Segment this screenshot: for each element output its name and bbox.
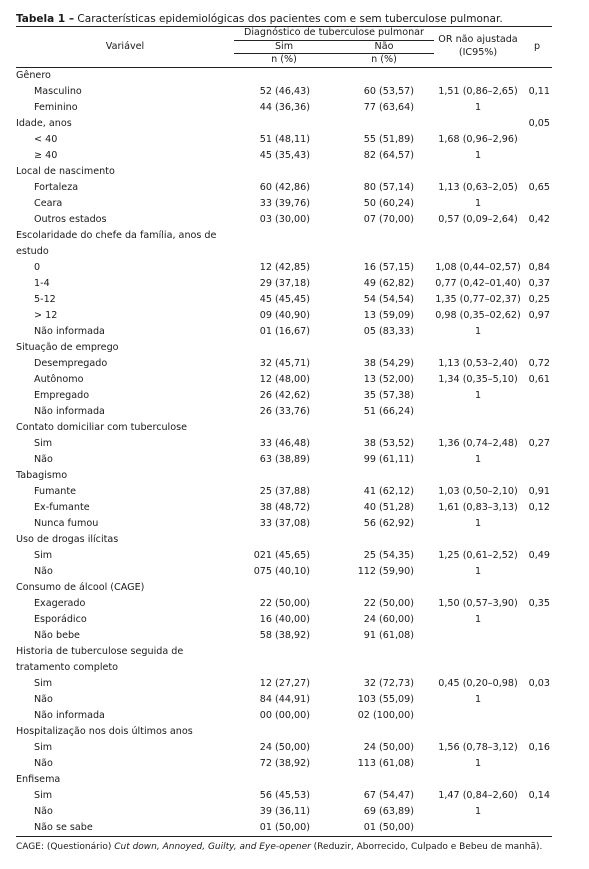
- table-row: [16, 676, 552, 692]
- cell-nao: 99 (61,11): [363, 453, 414, 465]
- cell-nao: 55 (51,89): [363, 133, 414, 145]
- cell-sim: 12 (48,00): [259, 373, 310, 385]
- cell-sim: 01 (50,00): [234, 820, 334, 837]
- group-header-row: [16, 164, 552, 180]
- empty-cell: [434, 67, 522, 84]
- cell-p: [522, 756, 552, 772]
- cell-or: 1,36 (0,74–2,48): [438, 437, 518, 449]
- group-label: Hospitalização nos dois últimos anos: [16, 725, 193, 737]
- cell-or: 1: [474, 453, 482, 465]
- cell-sim: 01 (16,67): [259, 325, 310, 337]
- cell-sim: 51 (48,11): [259, 133, 310, 145]
- group-label: Enfisema: [16, 773, 61, 785]
- cell-sim: 29 (37,18): [259, 277, 310, 289]
- cell-p: 0,03: [528, 677, 550, 689]
- cell-nao: 113 (61,08): [357, 757, 414, 769]
- cell-sim: 24 (50,00): [259, 741, 310, 753]
- header-no: Não: [374, 40, 394, 52]
- cell-or: 1: [474, 565, 482, 577]
- table-row: [16, 84, 552, 100]
- cell-sim: 33 (37,08): [259, 517, 310, 529]
- cell-nao: 07 (70,00): [363, 213, 414, 225]
- cell-p: [522, 228, 552, 260]
- empty-cell: [334, 340, 434, 356]
- table-row: [16, 692, 552, 708]
- cell-nao: 13 (52,00): [363, 373, 414, 385]
- row-label: Não se sabe: [16, 820, 234, 837]
- group-label: Gênero: [16, 69, 51, 81]
- table-row: [16, 132, 552, 148]
- empty-cell: [434, 164, 522, 180]
- row-label: Não: [34, 757, 53, 769]
- table-container: [16, 12, 552, 853]
- cell-sim: 45 (35,43): [259, 149, 310, 161]
- empty-cell: [334, 772, 434, 788]
- cell-sim: 00 (00,00): [259, 709, 310, 721]
- table-caption: [16, 12, 552, 26]
- footnote-suffix: (Reduzir, Aborrecido, Culpado e Bebeu de manhã).: [310, 841, 543, 852]
- empty-cell: [234, 67, 334, 84]
- group-header-row: [16, 420, 552, 436]
- cell-or: 1: [474, 389, 482, 401]
- cell-sim: 45 (45,45): [259, 293, 310, 305]
- table-row: [16, 740, 552, 756]
- row-label: Desempregado: [34, 357, 108, 369]
- row-label: Sim: [34, 789, 53, 801]
- row-label: Fumante: [34, 485, 77, 497]
- row-label: Não: [34, 453, 53, 465]
- cell-p: [522, 516, 552, 532]
- table-row: [16, 628, 552, 644]
- cell-p: 0,14: [528, 789, 550, 801]
- cell-nao: 69 (63,89): [363, 805, 414, 817]
- cell-sim: 021 (45,65): [253, 549, 310, 561]
- table-row: [16, 436, 552, 452]
- empty-cell: [334, 164, 434, 180]
- cell-sim: 26 (42,62): [259, 389, 310, 401]
- row-label: Não bebe: [34, 629, 80, 641]
- cell-nao: 60 (53,57): [363, 85, 414, 97]
- empty-cell: [234, 116, 334, 132]
- empty-cell: [234, 580, 334, 596]
- cell-p: [522, 580, 552, 596]
- table-row: [16, 500, 552, 516]
- cell-p: [522, 820, 552, 837]
- cell-p: [522, 404, 552, 420]
- cell-or: 1,25 (0,61–2,52): [438, 549, 518, 561]
- cell-nao: 51 (66,24): [363, 405, 414, 417]
- cell-sim: 38 (48,72): [259, 501, 310, 513]
- group-label: Historia de tuberculose seguida de tratamento completo: [16, 645, 184, 673]
- row-label: Sim: [34, 741, 53, 753]
- empty-cell: [434, 772, 522, 788]
- group-header-row: [16, 116, 552, 132]
- cell-nao: 77 (63,64): [363, 101, 414, 113]
- header-yes: Sim: [274, 40, 294, 52]
- row-label: Empregado: [34, 389, 90, 401]
- row-label: Outros estados: [34, 213, 107, 225]
- row-label: Exagerado: [34, 597, 86, 609]
- cell-nao: 82 (64,57): [363, 149, 414, 161]
- empty-cell: [334, 420, 434, 436]
- cell-p: [522, 132, 552, 148]
- group-label: Situação de emprego: [16, 341, 119, 353]
- cell-sim: 72 (38,92): [259, 757, 310, 769]
- cell-p: 0,25: [528, 293, 550, 305]
- row-label: Ceara: [34, 197, 63, 209]
- header-or-line2: (IC95%): [458, 46, 498, 58]
- group-header-row: [16, 580, 552, 596]
- cell-p: 0,12: [528, 501, 550, 513]
- row-label: Sim: [34, 549, 53, 561]
- row-label: Não informada: [34, 325, 105, 337]
- group-label: Uso de drogas ilícitas: [16, 533, 119, 545]
- group-header-row: [16, 468, 552, 484]
- cell-sim: 39 (36,11): [259, 805, 310, 817]
- empty-cell: [234, 164, 334, 180]
- cell-p: 0,16: [528, 741, 550, 753]
- group-header-row: [16, 772, 552, 788]
- table-row: [16, 788, 552, 804]
- cell-nao: 50 (60,24): [363, 197, 414, 209]
- row-label: Não: [34, 565, 53, 577]
- cell-sim: 22 (50,00): [259, 597, 310, 609]
- cell-p: 0,97: [528, 309, 550, 321]
- cell-nao: 103 (55,09): [357, 693, 414, 705]
- cell-nao: 32 (72,73): [363, 677, 414, 689]
- cell-p: [522, 340, 552, 356]
- cell-nao: 01 (50,00): [334, 820, 434, 837]
- cell-or: 1,47 (0,84–2,60): [438, 789, 518, 801]
- empty-cell: [234, 468, 334, 484]
- group-header-row: [16, 340, 552, 356]
- empty-cell: [434, 340, 522, 356]
- group-header-row: [16, 532, 552, 548]
- cell-p: [522, 612, 552, 628]
- header-or-line1: OR não ajustada: [438, 34, 518, 46]
- cell-sim: 33 (46,48): [259, 437, 310, 449]
- header-n-pct-yes: n (%): [234, 54, 334, 68]
- cell-or: 1,51 (0,86–2,65): [438, 85, 518, 97]
- cell-p: 0,27: [528, 437, 550, 449]
- cell-or: 1,61 (0,83–3,13): [438, 501, 518, 513]
- cell-sim: 63 (38,89): [259, 453, 310, 465]
- empty-cell: [434, 468, 522, 484]
- cell-nao: 13 (59,09): [363, 309, 414, 321]
- row-label: 1-4: [34, 277, 50, 289]
- cell-p: 0,05: [528, 117, 550, 129]
- cell-nao: 24 (60,00): [363, 613, 414, 625]
- empty-cell: [234, 772, 334, 788]
- cell-sim: 075 (40,10): [253, 565, 310, 577]
- group-header-row: [16, 67, 552, 84]
- cell-or: 1,35 (0,77–02,37): [435, 293, 521, 305]
- cell-sim: 12 (27,27): [259, 677, 310, 689]
- table-row: [16, 196, 552, 212]
- row-label: Não informada: [34, 405, 105, 417]
- cell-p: [522, 148, 552, 164]
- header-p: p: [522, 27, 552, 68]
- footnote-italic: Cut down, Annoyed, Guilty, and Eye-opener: [114, 841, 311, 852]
- cell-or: [434, 820, 522, 837]
- empty-cell: [234, 532, 334, 548]
- table-row: [16, 612, 552, 628]
- group-header-row: [16, 644, 552, 676]
- table-row: [16, 148, 552, 164]
- empty-cell: [434, 420, 522, 436]
- group-header-row: [16, 724, 552, 740]
- table-row: [16, 820, 552, 837]
- cell-p: 0,72: [528, 357, 550, 369]
- cell-nao: 16 (57,15): [363, 261, 414, 273]
- cell-nao: 112 (59,90): [357, 565, 414, 577]
- cell-or: [434, 708, 522, 724]
- cell-p: [522, 692, 552, 708]
- cell-or: 1: [474, 197, 482, 209]
- cell-p: [522, 708, 552, 724]
- cell-sim: 44 (36,36): [259, 101, 310, 113]
- table-row: [16, 372, 552, 388]
- cell-sim: 03 (30,00): [259, 213, 310, 225]
- row-label: Autônomo: [34, 373, 84, 385]
- cell-sim: 84 (44,91): [259, 693, 310, 705]
- cell-or: 1: [474, 757, 482, 769]
- cell-p: [522, 388, 552, 404]
- table-row: [16, 180, 552, 196]
- cell-nao: 56 (62,92): [363, 517, 414, 529]
- empty-cell: [434, 228, 522, 260]
- cell-or: 1: [474, 805, 482, 817]
- cell-sim: 12 (42,85): [259, 261, 310, 273]
- cell-nao: 41 (62,12): [363, 485, 414, 497]
- caption-text: Características epidemiológicas dos pacientes com e sem tuberculose pulmonar.: [74, 13, 503, 25]
- cell-or: 1: [474, 693, 482, 705]
- cell-sim: 52 (46,43): [259, 85, 310, 97]
- cell-sim: 60 (42,86): [259, 181, 310, 193]
- cell-sim: 25 (37,88): [259, 485, 310, 497]
- table-row: [16, 756, 552, 772]
- empty-cell: [234, 340, 334, 356]
- empty-cell: [234, 724, 334, 740]
- cell-or: 1,68 (0,96–2,96): [438, 133, 518, 145]
- table-row: [16, 564, 552, 580]
- table-row: [16, 292, 552, 308]
- cell-p: 0,35: [528, 597, 550, 609]
- header-or: [434, 27, 522, 68]
- group-label: Local de nascimento: [16, 165, 115, 177]
- cell-p: [522, 67, 552, 84]
- group-label: Contato domiciliar com tuberculose: [16, 421, 187, 433]
- cell-nao: 40 (51,28): [363, 501, 414, 513]
- cell-nao: 25 (54,35): [363, 549, 414, 561]
- cell-sim: 33 (39,76): [259, 197, 310, 209]
- empty-cell: [334, 644, 434, 676]
- empty-cell: [334, 468, 434, 484]
- empty-cell: [334, 116, 434, 132]
- cell-or: 0,98 (0,35–02,62): [435, 309, 521, 321]
- cell-or: 1,13 (0,63–2,05): [438, 181, 518, 193]
- row-label: Ex-fumante: [34, 501, 90, 513]
- table-row: [16, 484, 552, 500]
- row-label: 0: [34, 261, 41, 273]
- cell-nao: 22 (50,00): [363, 597, 414, 609]
- table-row: [16, 356, 552, 372]
- cell-or: [434, 628, 522, 644]
- cell-p: [522, 532, 552, 548]
- cell-or: 0,77 (0,42–01,40): [435, 277, 521, 289]
- row-label: Feminino: [34, 101, 78, 113]
- cell-p: [522, 804, 552, 820]
- empty-cell: [334, 67, 434, 84]
- cell-p: 0,61: [528, 373, 550, 385]
- table-row: [16, 212, 552, 228]
- cell-sim: 56 (45,53): [259, 789, 310, 801]
- row-label: 5-12: [34, 293, 56, 305]
- cell-p: [522, 196, 552, 212]
- cell-p: [522, 100, 552, 116]
- cell-nao: 49 (62,82): [363, 277, 414, 289]
- header-variable: Variável: [16, 27, 234, 68]
- cell-sim: 32 (45,71): [259, 357, 310, 369]
- cell-p: [522, 628, 552, 644]
- cell-p: [522, 164, 552, 180]
- row-label: Esporádico: [34, 613, 87, 625]
- group-label: Consumo de álcool (CAGE): [16, 581, 145, 593]
- empty-cell: [434, 724, 522, 740]
- empty-cell: [434, 532, 522, 548]
- cell-p: 0,91: [528, 485, 550, 497]
- table-row: [16, 308, 552, 324]
- table-footnote: [16, 841, 552, 853]
- cell-p: [522, 420, 552, 436]
- row-label: > 12: [34, 309, 58, 321]
- cell-p: [522, 468, 552, 484]
- table-row: [16, 276, 552, 292]
- empty-cell: [334, 580, 434, 596]
- empty-cell: [434, 644, 522, 676]
- cell-or: 1,34 (0,35–5,10): [438, 373, 518, 385]
- epidemiology-table: [16, 26, 552, 837]
- cell-p: [522, 452, 552, 468]
- empty-cell: [434, 580, 522, 596]
- cell-or: 1: [474, 101, 482, 113]
- cell-p: 0,42: [528, 213, 550, 225]
- table-row: [16, 548, 552, 564]
- cell-sim: 09 (40,90): [259, 309, 310, 321]
- cell-sim: 16 (40,00): [259, 613, 310, 625]
- row-label: Não: [34, 693, 53, 705]
- empty-cell: [334, 228, 434, 260]
- table-row: [16, 596, 552, 612]
- row-label: Sim: [34, 677, 53, 689]
- header-n-pct-no: n (%): [334, 54, 434, 68]
- cell-or: 0,57 (0,09–2,64): [438, 213, 518, 225]
- table-row: [16, 404, 552, 420]
- table-row: [16, 804, 552, 820]
- empty-cell: [234, 228, 334, 260]
- cell-nao: 38 (54,29): [363, 357, 414, 369]
- cell-or: 1,13 (0,53–2,40): [438, 357, 518, 369]
- cell-nao: 54 (54,54): [363, 293, 414, 305]
- table-row: [16, 708, 552, 724]
- cell-p: 0,65: [528, 181, 550, 193]
- cell-p: [522, 772, 552, 788]
- table-row: [16, 452, 552, 468]
- empty-cell: [234, 644, 334, 676]
- table-row: [16, 388, 552, 404]
- row-label: Não: [34, 805, 53, 817]
- row-label: ≥ 40: [34, 149, 58, 161]
- cell-or: 1: [474, 325, 482, 337]
- cell-p: [522, 564, 552, 580]
- cell-or: 1: [474, 517, 482, 529]
- cell-nao: 91 (61,08): [363, 629, 414, 641]
- cell-p: 0,37: [528, 277, 550, 289]
- cell-nao: 24 (50,00): [363, 741, 414, 753]
- cell-or: 1: [474, 613, 482, 625]
- cell-sim: 58 (38,92): [259, 629, 310, 641]
- row-label: Fortaleza: [34, 181, 79, 193]
- empty-cell: [334, 532, 434, 548]
- cell-or: 1,08 (0,44–02,57): [435, 261, 521, 273]
- row-label: Nunca fumou: [34, 517, 99, 529]
- cell-or: [434, 404, 522, 420]
- table-row: [16, 100, 552, 116]
- cell-p: [522, 724, 552, 740]
- row-label: Masculino: [34, 85, 82, 97]
- group-label: Tabagismo: [16, 469, 68, 481]
- row-label: < 40: [34, 133, 58, 145]
- row-label: Não informada: [34, 709, 105, 721]
- group-header-row: [16, 228, 552, 260]
- empty-cell: [334, 724, 434, 740]
- cell-or: 1: [474, 149, 482, 161]
- cell-or: 1,56 (0,78–3,12): [438, 741, 518, 753]
- cell-or: 1,03 (0,50–2,10): [438, 485, 518, 497]
- cell-nao: 35 (57,38): [363, 389, 414, 401]
- cell-p: 0,84: [528, 261, 550, 273]
- group-label: Escolaridade do chefe da família, anos de estudo: [16, 229, 217, 257]
- empty-cell: [434, 116, 522, 132]
- cell-p: [522, 644, 552, 676]
- cell-p: 0,49: [528, 549, 550, 561]
- cell-or: 1,50 (0,57–3,90): [438, 597, 518, 609]
- row-label: Sim: [34, 437, 53, 449]
- table-body: [16, 67, 552, 836]
- table-row: [16, 260, 552, 276]
- cell-nao: 80 (57,14): [363, 181, 414, 193]
- cell-p: [522, 324, 552, 340]
- cell-nao: 02 (100,00): [357, 709, 414, 721]
- header-diagnosis: Diagnóstico de tuberculose pulmonar: [234, 27, 434, 41]
- cell-nao: 67 (54,47): [363, 789, 414, 801]
- table-row: [16, 516, 552, 532]
- cell-sim: 26 (33,76): [259, 405, 310, 417]
- table-row: [16, 324, 552, 340]
- cell-or: 0,45 (0,20–0,98): [438, 677, 518, 689]
- cell-nao: 38 (53,52): [363, 437, 414, 449]
- group-label: Idade, anos: [16, 117, 72, 129]
- footnote-prefix: CAGE: (Questionário): [16, 841, 115, 852]
- cell-nao: 05 (83,33): [363, 325, 414, 337]
- caption-label: Tabela 1 –: [16, 13, 75, 25]
- cell-p: 0,11: [528, 85, 550, 97]
- empty-cell: [234, 420, 334, 436]
